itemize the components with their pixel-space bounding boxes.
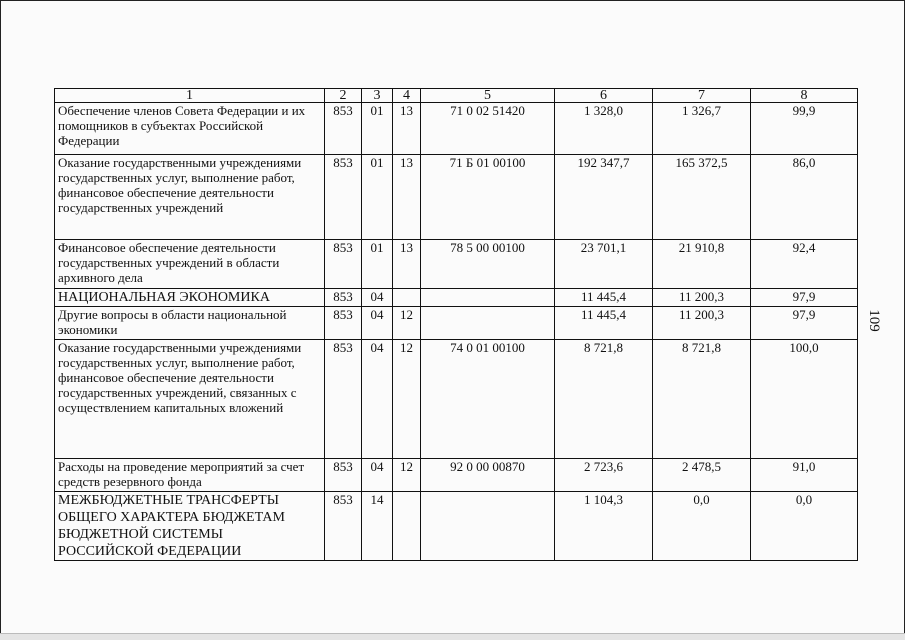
dept-code-cell: 853 — [325, 459, 362, 492]
row-name-cell: Другие вопросы в области национальной экономики — [55, 307, 325, 340]
table-row — [55, 340, 858, 459]
row-name-cell: Оказание государственными учреждениями государственных услуг, выполнение работ, финансовое обеспечение деятельности государственных учреждений, связанных с осуществлением капитальных вложений — [55, 340, 325, 459]
executed-amount-cell: 1 326,7 — [653, 103, 751, 155]
page-number: 109 — [865, 309, 882, 332]
execution-percent-cell: 100,0 — [751, 340, 858, 459]
executed-amount-cell: 0,0 — [653, 492, 751, 561]
execution-percent-cell: 91,0 — [751, 459, 858, 492]
subsection-code-cell — [393, 492, 421, 561]
executed-amount-cell: 2 478,5 — [653, 459, 751, 492]
dept-code-cell: 853 — [325, 307, 362, 340]
executed-amount-cell: 8 721,8 — [653, 340, 751, 459]
header-cell: 3 — [362, 89, 393, 103]
approved-amount-cell: 1 104,3 — [555, 492, 653, 561]
approved-amount-cell: 2 723,6 — [555, 459, 653, 492]
target-article-cell: 92 0 00 00870 — [421, 459, 555, 492]
table-row — [55, 289, 858, 307]
executed-amount-cell: 11 200,3 — [653, 307, 751, 340]
executed-amount-cell: 21 910,8 — [653, 240, 751, 289]
target-article-cell — [421, 307, 555, 340]
subsection-code-cell: 12 — [393, 459, 421, 492]
section-code-cell: 04 — [362, 340, 393, 459]
header-cell: 4 — [393, 89, 421, 103]
executed-amount-cell: 11 200,3 — [653, 289, 751, 307]
table-row — [55, 307, 858, 340]
approved-amount-cell: 11 445,4 — [555, 289, 653, 307]
dept-code-cell: 853 — [325, 340, 362, 459]
section-code-cell: 01 — [362, 240, 393, 289]
execution-percent-cell: 97,9 — [751, 289, 858, 307]
row-name-cell: Обеспечение членов Совета Федерации и их помощников в субъектах Российской Федерации — [55, 103, 325, 155]
execution-percent-cell: 97,9 — [751, 307, 858, 340]
target-article-cell: 78 5 00 00100 — [421, 240, 555, 289]
execution-percent-cell: 99,9 — [751, 103, 858, 155]
table-row — [55, 459, 858, 492]
section-code-cell: 01 — [362, 103, 393, 155]
scan-edge — [0, 633, 905, 640]
execution-percent-cell: 86,0 — [751, 155, 858, 240]
approved-amount-cell: 192 347,7 — [555, 155, 653, 240]
row-name-cell: Финансовое обеспечение деятельности государственных учреждений в области архивного дела — [55, 240, 325, 289]
approved-amount-cell: 8 721,8 — [555, 340, 653, 459]
header-cell: 8 — [751, 89, 858, 103]
dept-code-cell: 853 — [325, 240, 362, 289]
section-code-cell: 01 — [362, 155, 393, 240]
dept-code-cell: 853 — [325, 289, 362, 307]
header-cell: 7 — [653, 89, 751, 103]
header-cell: 2 — [325, 89, 362, 103]
execution-percent-cell: 0,0 — [751, 492, 858, 561]
section-code-cell: 04 — [362, 459, 393, 492]
row-name-cell: НАЦИОНАЛЬНАЯ ЭКОНОМИКА — [55, 289, 325, 307]
target-article-cell: 74 0 01 00100 — [421, 340, 555, 459]
header-cell: 6 — [555, 89, 653, 103]
dept-code-cell: 853 — [325, 492, 362, 561]
header-cell: 5 — [421, 89, 555, 103]
table-row — [55, 240, 858, 289]
approved-amount-cell: 1 328,0 — [555, 103, 653, 155]
target-article-cell — [421, 289, 555, 307]
table-row — [55, 492, 858, 561]
row-name-cell: МЕЖБЮДЖЕТНЫЕ ТРАНСФЕРТЫ ОБЩЕГО ХАРАКТЕРА БЮДЖЕТАМ БЮДЖЕТНОЙ СИСТЕМЫ РОССИЙСКОЙ ФЕДЕРАЦИИ — [55, 492, 325, 561]
dept-code-cell: 853 — [325, 155, 362, 240]
dept-code-cell: 853 — [325, 103, 362, 155]
subsection-code-cell: 12 — [393, 307, 421, 340]
approved-amount-cell: 11 445,4 — [555, 307, 653, 340]
approved-amount-cell: 23 701,1 — [555, 240, 653, 289]
subsection-code-cell: 13 — [393, 103, 421, 155]
target-article-cell — [421, 492, 555, 561]
row-name-cell: Расходы на проведение мероприятий за счет средств резервного фонда — [55, 459, 325, 492]
row-name-cell: Оказание государственными учреждениями государственных услуг, выполнение работ, финансовое обеспечение деятельности государственных учреждений — [55, 155, 325, 240]
executed-amount-cell: 165 372,5 — [653, 155, 751, 240]
subsection-code-cell: 13 — [393, 155, 421, 240]
target-article-cell: 71 0 02 51420 — [421, 103, 555, 155]
header-cell: 1 — [55, 89, 325, 103]
table-row — [55, 103, 858, 155]
section-code-cell: 04 — [362, 289, 393, 307]
section-code-cell: 04 — [362, 307, 393, 340]
subsection-code-cell: 13 — [393, 240, 421, 289]
table-header-row — [55, 89, 858, 103]
budget-table — [54, 88, 858, 561]
subsection-code-cell: 12 — [393, 340, 421, 459]
table-row — [55, 155, 858, 240]
section-code-cell: 14 — [362, 492, 393, 561]
target-article-cell: 71 Б 01 00100 — [421, 155, 555, 240]
subsection-code-cell — [393, 289, 421, 307]
execution-percent-cell: 92,4 — [751, 240, 858, 289]
